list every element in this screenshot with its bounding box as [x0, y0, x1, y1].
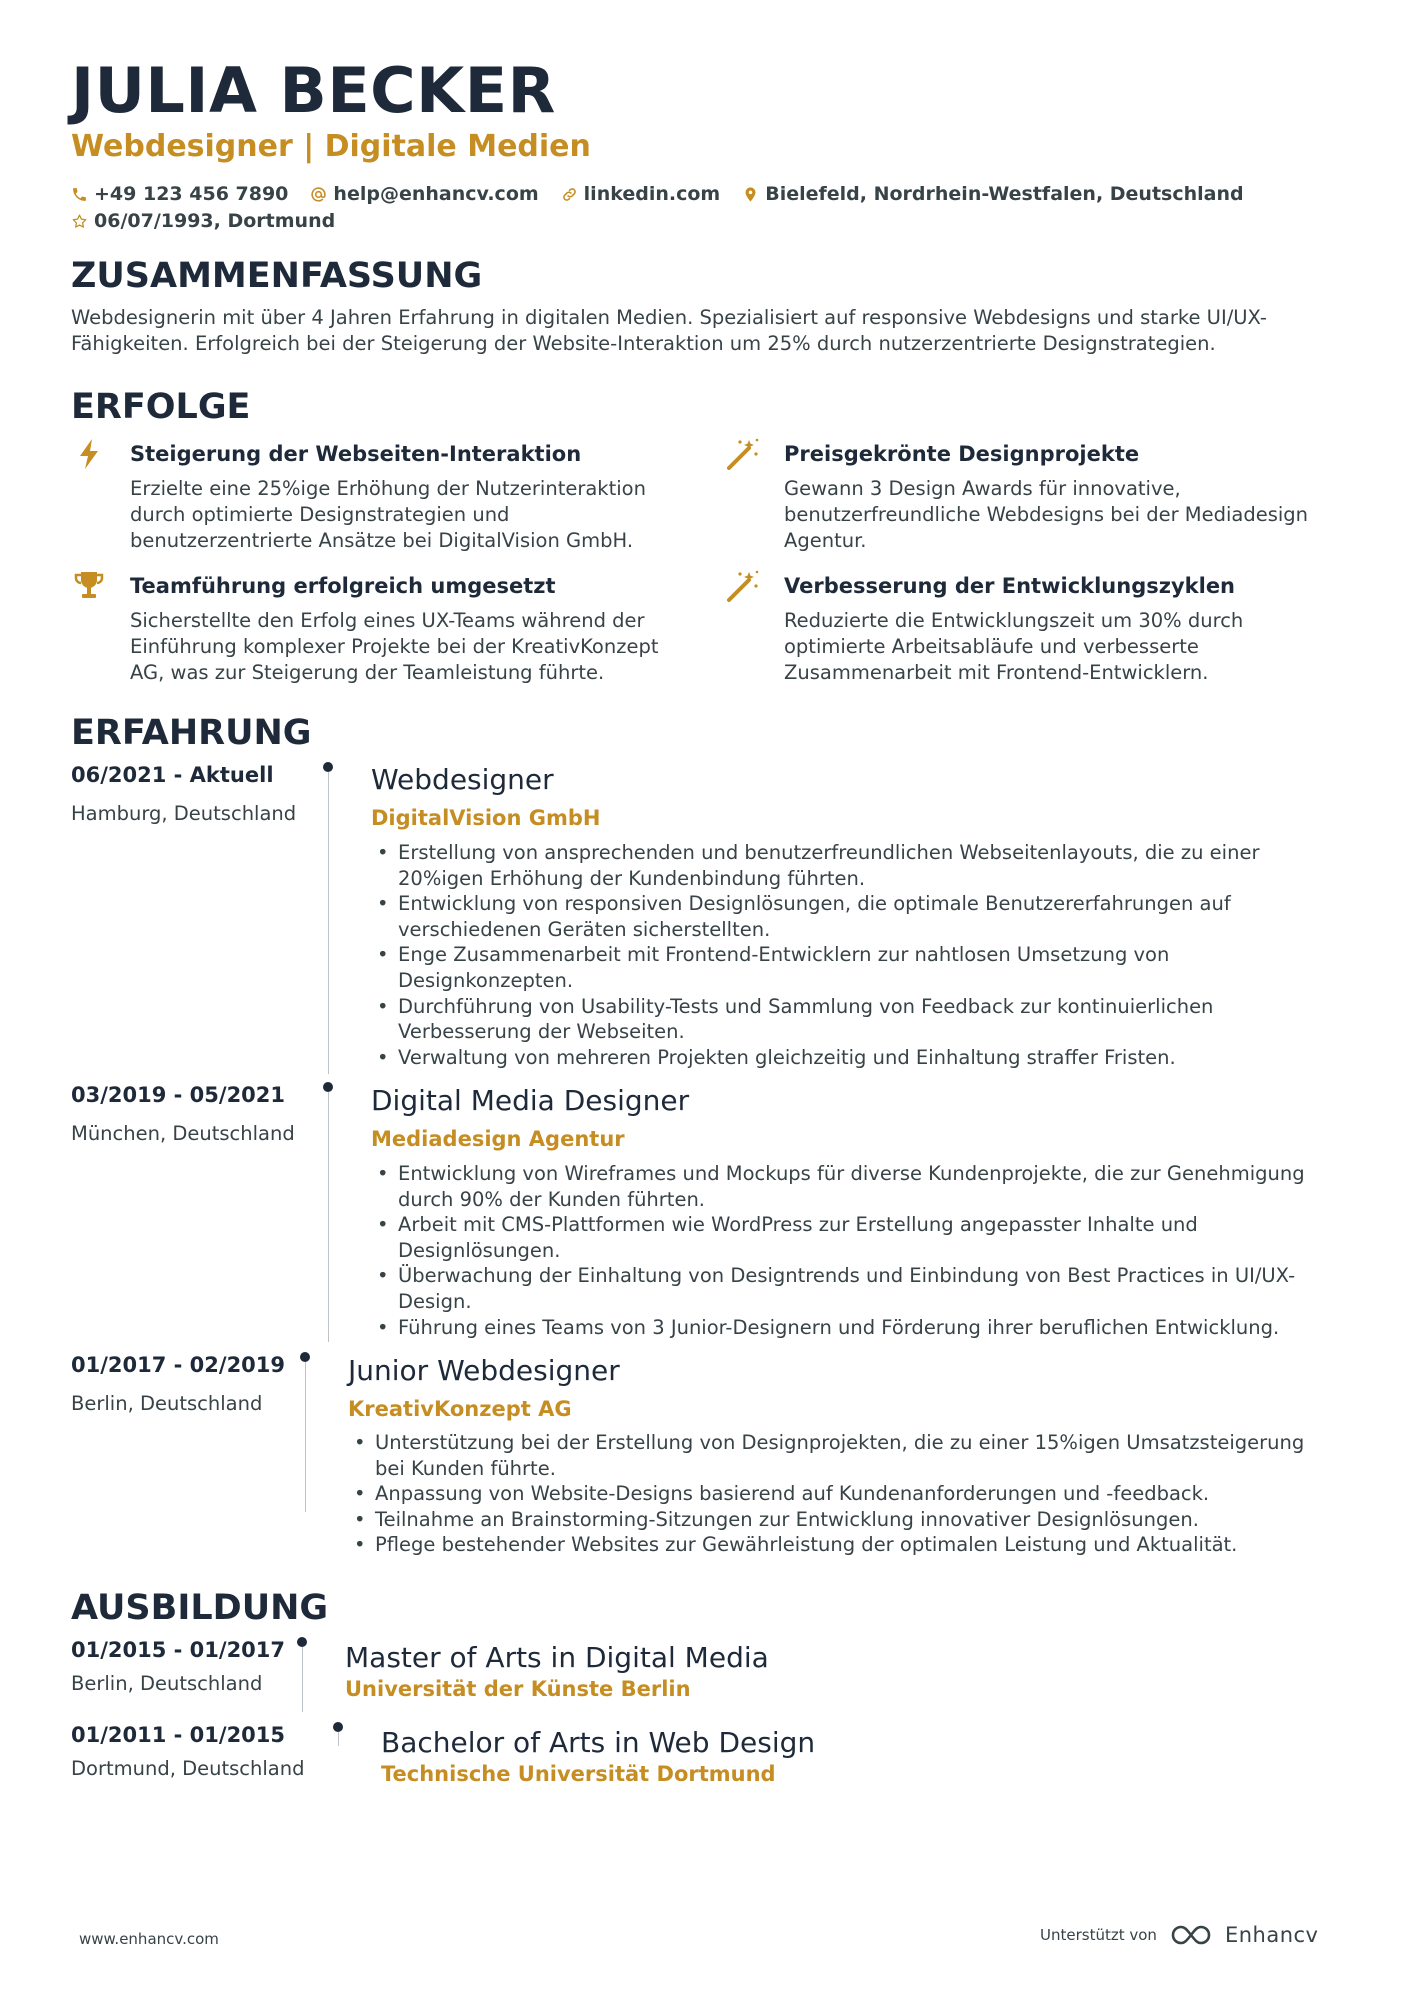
- timeline-dot: [333, 1722, 343, 1732]
- job-bullet: • Teilnahme an Brainstorming-Sitzungen zur Entwicklung innovativer Designlösungen.: [348, 1507, 1328, 1533]
- candidate-title: Webdesigner | Digitale Medien: [71, 129, 591, 164]
- job-title: Digital Media Designer: [371, 1084, 690, 1117]
- job-bullets: [371, 1161, 1331, 1340]
- achievement-title: Preisgekrönte Designprojekte: [784, 442, 1140, 466]
- job-bullet: • Unterstützung bei der Erstellung von Designprojekten, die zu einer 15%igen Umsatzsteigerung bei Kunden führte.: [348, 1430, 1328, 1481]
- job-bullet: • Anpassung von Website-Designs basierend auf Kundenanforderungen und -feedback.: [348, 1481, 1328, 1507]
- achievement-description: Erzielte eine 25%ige Erhöhung der Nutzerinteraktion durch optimierte Designstrategien und benutzerzentrierte Ansätze bei DigitalVision GmbH.: [130, 477, 646, 552]
- at-icon: [310, 186, 327, 203]
- summary-text: Webdesignerin mit über 4 Jahren Erfahrung in digitalen Medien. Spezialisiert auf responsive Webdesigns und starke UI/UX-Fähigkeiten. Erfolgreich bei der Steigerung der Website-Interaktion um 25% durch nutzerzentrierte Designstrategien.: [71, 306, 1267, 355]
- linkedin-text: linkedin.com: [583, 183, 721, 205]
- job-bullet: • Verwaltung von mehreren Projekten gleichzeitig und Einhaltung straffer Fristen.: [371, 1045, 1311, 1071]
- job-bullet: • Entwicklung von Wireframes und Mockups für diverse Kundenprojekte, die zur Genehmigung durch 90% der Kunden führten.: [371, 1161, 1331, 1212]
- job-bullet: • Enge Zusammenarbeit mit Frontend-Entwicklern zur nahtlosen Umsetzung von Designkonzepten.: [371, 942, 1311, 993]
- section-title-summary: ZUSAMMENFASSUNG: [71, 256, 483, 296]
- star-icon: [71, 213, 88, 230]
- magic-wand-icon: [725, 436, 761, 472]
- job-title: Junior Webdesigner: [348, 1354, 620, 1387]
- job-bullets: [371, 840, 1311, 1070]
- timeline-dot: [300, 1352, 310, 1362]
- trophy-icon: [71, 568, 107, 604]
- education-date: 01/2015 - 01/2017: [71, 1638, 286, 1662]
- magic-wand-icon: [725, 568, 761, 604]
- job-location: Hamburg, Deutschland: [71, 802, 297, 825]
- education-date: 01/2011 - 01/2015: [71, 1723, 286, 1747]
- location-pin-icon: [742, 186, 759, 203]
- footer-website[interactable]: www.enhancv.com: [79, 1930, 219, 1948]
- contact-birth: [71, 208, 335, 234]
- section-title-education: AUSBILDUNG: [71, 1588, 329, 1628]
- phone-text: +49 123 456 7890: [94, 183, 289, 205]
- timeline-dot: [297, 1637, 307, 1647]
- contact-info: [71, 181, 1351, 235]
- job-bullet: • Arbeit mit CMS-Plattformen wie WordPress zur Erstellung angepasster Inhalte und Designlösungen.: [371, 1212, 1331, 1263]
- job-bullet: • Führung eines Teams von 3 Junior-Designern und Förderung ihrer beruflichen Entwicklung.: [371, 1315, 1331, 1341]
- section-title-experience: ERFAHRUNG: [71, 713, 312, 753]
- birth-text: 06/07/1993, Dortmund: [94, 210, 336, 232]
- job-bullet: • Entwicklung von responsiven Designlösungen, die optimale Benutzererfahrungen auf verschiedenen Geräten sicherstellten.: [371, 891, 1311, 942]
- job-bullet: • Durchführung von Usability-Tests und Sammlung von Feedback zur kontinuierlichen Verbesserung der Webseiten.: [371, 994, 1311, 1045]
- contact-location: [742, 181, 1243, 207]
- school-name: Technische Universität Dortmund: [381, 1762, 776, 1786]
- job-location: München, Deutschland: [71, 1122, 295, 1145]
- degree-title: Bachelor of Arts in Web Design: [381, 1726, 816, 1759]
- enhancv-logo-icon: [1169, 1922, 1217, 1948]
- timeline-line: [305, 1362, 306, 1512]
- timeline-dot: [323, 762, 333, 772]
- timeline-line: [338, 1732, 339, 1746]
- job-bullet: • Pflege bestehender Websites zur Gewährleistung der optimalen Leistung und Aktualität.: [348, 1532, 1328, 1558]
- education-location: Dortmund, Deutschland: [71, 1757, 305, 1780]
- contact-phone[interactable]: [71, 181, 288, 207]
- job-location: Berlin, Deutschland: [71, 1392, 263, 1415]
- contact-linkedin[interactable]: [561, 181, 721, 207]
- degree-title: Master of Arts in Digital Media: [345, 1641, 769, 1674]
- email-text: help@enhancv.com: [333, 183, 539, 205]
- achievement-description: Reduzierte die Entwicklungszeit um 30% durch optimierte Arbeitsabläufe und verbesserte Zusammenarbeit mit Frontend-Entwicklern.: [784, 609, 1244, 684]
- achievement-description: Gewann 3 Design Awards für innovative, benutzerfreundliche Webdesigns bei der Mediadesign Agentur.: [784, 477, 1309, 552]
- link-icon: [561, 186, 578, 203]
- achievement-title: Steigerung der Webseiten-Interaktion: [130, 442, 582, 466]
- timeline-dot: [323, 1082, 333, 1092]
- achievement-description: Sicherstellte den Erfolg eines UX-Teams während der Einführung komplexer Projekte bei der KreativKonzept AG, was zur Steigerung der Teamleistung führte.: [130, 609, 659, 684]
- powered-by-label: Unterstützt von: [1040, 1926, 1157, 1944]
- job-title: Webdesigner: [371, 763, 554, 796]
- company-name: KreativKonzept AG: [348, 1397, 572, 1421]
- company-name: DigitalVision GmbH: [371, 806, 601, 830]
- job-bullet: • Überwachung der Einhaltung von Designtrends und Einbindung von Best Practices in UI/UX-Design.: [371, 1263, 1331, 1314]
- location-text: Bielefeld, Nordrhein-Westfalen, Deutschland: [765, 183, 1244, 205]
- timeline-line: [328, 1092, 329, 1342]
- school-name: Universität der Künste Berlin: [345, 1677, 691, 1701]
- job-date: 06/2021 - Aktuell: [71, 763, 274, 787]
- section-title-achievements: ERFOLGE: [71, 387, 251, 427]
- job-bullets: [348, 1430, 1328, 1558]
- lightning-icon: [71, 436, 107, 472]
- candidate-name: JULIA BECKER: [71, 54, 556, 127]
- contact-email[interactable]: [310, 181, 538, 207]
- company-name: Mediadesign Agentur: [371, 1127, 625, 1151]
- education-location: Berlin, Deutschland: [71, 1672, 263, 1695]
- timeline-line: [302, 1647, 303, 1712]
- achievement-title: Teamführung erfolgreich umgesetzt: [130, 574, 556, 598]
- phone-icon: [71, 186, 88, 203]
- timeline-line: [328, 772, 329, 1074]
- brand-name: Enhancv: [1224, 1923, 1319, 1947]
- achievement-title: Verbesserung der Entwicklungszyklen: [784, 574, 1236, 598]
- job-date: 01/2017 - 02/2019: [71, 1353, 286, 1377]
- job-bullet: • Erstellung von ansprechenden und benutzerfreundlichen Webseitenlayouts, die zu einer 20%igen Erhöhung der Kundenbindung führten.: [371, 840, 1311, 891]
- job-date: 03/2019 - 05/2021: [71, 1083, 286, 1107]
- footer-branding[interactable]: [1040, 1922, 1318, 1948]
